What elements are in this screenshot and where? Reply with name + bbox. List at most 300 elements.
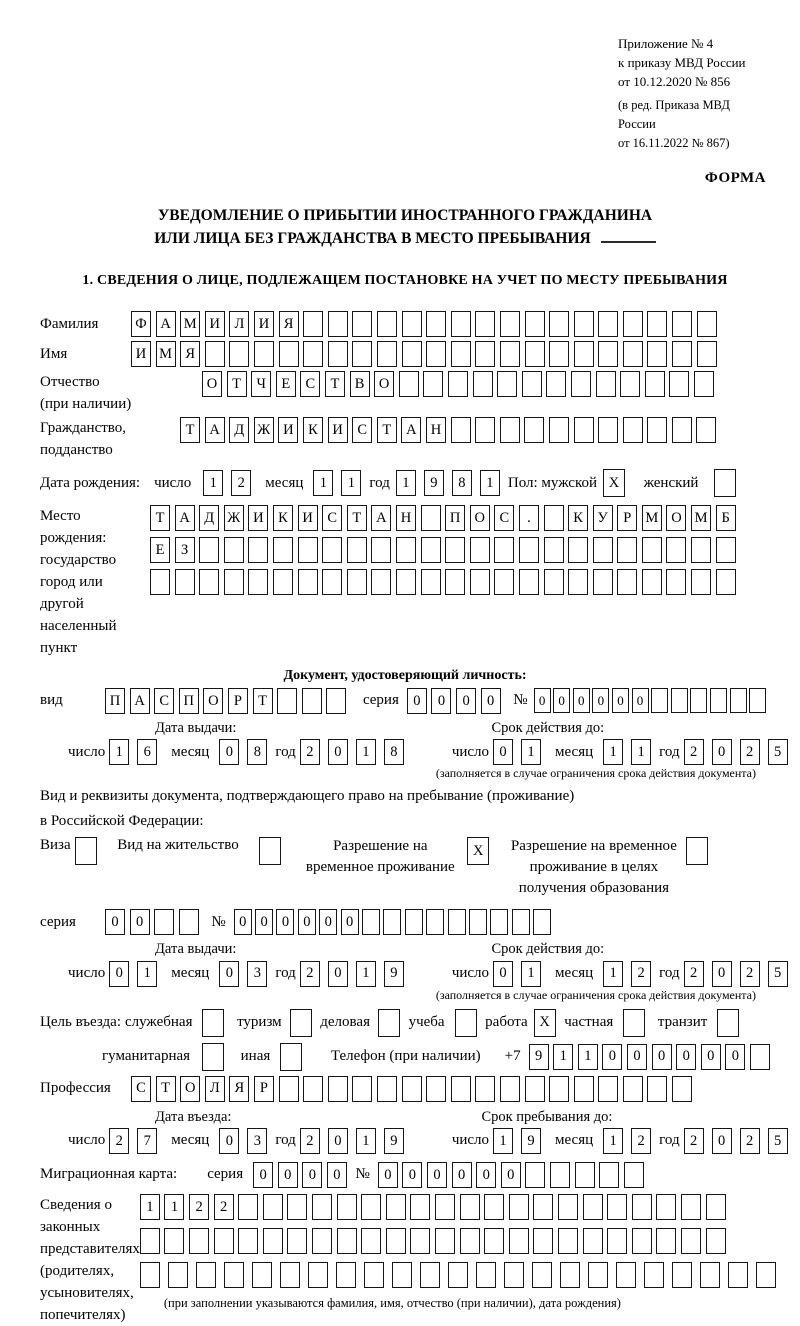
valid-year-input[interactable] [684, 739, 796, 765]
form-cell[interactable]: 5 [768, 1128, 788, 1154]
form-cell[interactable] [302, 688, 322, 714]
form-cell[interactable]: 0 [612, 688, 629, 713]
form-cell[interactable]: 2 [300, 1128, 320, 1154]
form-cell[interactable]: Т [347, 505, 367, 531]
form-cell[interactable] [259, 837, 281, 865]
form-cell[interactable]: 0 [407, 688, 427, 714]
form-cell[interactable] [189, 1228, 209, 1254]
form-cell[interactable] [575, 1162, 595, 1188]
migration-series-input[interactable] [253, 1162, 351, 1188]
form-cell[interactable]: Л [205, 1076, 225, 1102]
form-cell[interactable] [598, 417, 618, 443]
form-cell[interactable] [532, 1262, 552, 1288]
birthplace-row1-input[interactable] [150, 505, 740, 531]
form-cell[interactable] [686, 837, 708, 865]
form-cell[interactable] [549, 311, 569, 337]
form-cell[interactable] [377, 341, 397, 367]
form-cell[interactable] [386, 1194, 406, 1220]
form-cell[interactable] [402, 341, 422, 367]
form-cell[interactable]: 1 [578, 1044, 598, 1070]
form-cell[interactable]: Я [229, 1076, 249, 1102]
form-cell[interactable] [617, 569, 637, 595]
form-cell[interactable]: 0 [456, 688, 476, 714]
form-cell[interactable] [671, 688, 688, 713]
form-cell[interactable] [392, 1262, 412, 1288]
form-cell[interactable] [175, 569, 195, 595]
form-cell[interactable]: 1 [356, 739, 376, 765]
form-cell[interactable] [512, 909, 530, 935]
form-cell[interactable]: 0 [341, 909, 359, 935]
birthplace-row2-input[interactable] [150, 537, 740, 563]
form-cell[interactable]: X [467, 837, 489, 865]
form-cell[interactable] [140, 1262, 160, 1288]
form-cell[interactable] [549, 341, 569, 367]
form-cell[interactable]: Р [254, 1076, 274, 1102]
form-cell[interactable] [691, 537, 711, 563]
form-cell[interactable] [550, 1162, 570, 1188]
form-cell[interactable]: 0 [481, 688, 501, 714]
form-cell[interactable] [326, 688, 346, 714]
form-cell[interactable]: 1 [553, 1044, 573, 1070]
form-cell[interactable]: С [154, 688, 174, 714]
form-cell[interactable] [202, 1009, 224, 1037]
form-cell[interactable] [229, 341, 249, 367]
form-cell[interactable]: 0 [553, 688, 570, 713]
form-cell[interactable]: 0 [109, 961, 129, 987]
form-cell[interactable]: Ч [251, 371, 271, 397]
form-cell[interactable]: 0 [328, 1128, 348, 1154]
form-cell[interactable] [525, 341, 545, 367]
form-cell[interactable] [377, 311, 397, 337]
form-cell[interactable]: 7 [137, 1128, 157, 1154]
form-cell[interactable] [730, 688, 747, 713]
form-cell[interactable] [624, 1162, 644, 1188]
form-cell[interactable] [303, 1076, 323, 1102]
form-cell[interactable]: 1 [356, 961, 376, 987]
form-cell[interactable]: 2 [300, 961, 320, 987]
form-cell[interactable] [336, 1262, 356, 1288]
form-cell[interactable] [312, 1228, 332, 1254]
form-cell[interactable] [717, 1009, 739, 1037]
form-cell[interactable]: У [593, 505, 613, 531]
form-cell[interactable] [352, 341, 372, 367]
form-cell[interactable] [405, 909, 423, 935]
form-cell[interactable]: А [130, 688, 150, 714]
form-cell[interactable] [500, 311, 520, 337]
form-cell[interactable] [672, 341, 692, 367]
form-cell[interactable]: 0 [402, 1162, 422, 1188]
form-cell[interactable]: Т [325, 371, 345, 397]
form-cell[interactable]: 0 [278, 1162, 298, 1188]
form-cell[interactable] [560, 1262, 580, 1288]
form-cell[interactable]: 0 [501, 1162, 521, 1188]
form-cell[interactable] [421, 537, 441, 563]
purpose-work-checkbox[interactable] [534, 1009, 561, 1037]
form-cell[interactable]: X [603, 469, 625, 497]
form-cell[interactable]: А [205, 417, 225, 443]
document-series-input[interactable] [407, 688, 505, 714]
form-cell[interactable] [599, 1162, 619, 1188]
form-cell[interactable] [697, 341, 717, 367]
form-cell[interactable] [352, 1076, 372, 1102]
document-type-input[interactable] [105, 688, 351, 714]
form-cell[interactable] [445, 569, 465, 595]
form-cell[interactable] [691, 569, 711, 595]
form-cell[interactable] [525, 1162, 545, 1188]
form-cell[interactable] [287, 1194, 307, 1220]
form-cell[interactable]: С [131, 1076, 151, 1102]
form-cell[interactable]: 0 [725, 1044, 745, 1070]
form-cell[interactable] [273, 537, 293, 563]
birth-day-input[interactable] [203, 470, 259, 496]
form-cell[interactable] [371, 537, 391, 563]
form-cell[interactable]: 0 [632, 688, 649, 713]
form-cell[interactable] [435, 1194, 455, 1220]
form-cell[interactable]: 0 [328, 739, 348, 765]
form-cell[interactable] [460, 1228, 480, 1254]
form-cell[interactable] [623, 311, 643, 337]
form-cell[interactable]: 2 [684, 739, 704, 765]
form-cell[interactable]: 0 [255, 909, 273, 935]
form-cell[interactable]: П [179, 688, 199, 714]
form-cell[interactable]: С [300, 371, 320, 397]
form-cell[interactable] [645, 371, 665, 397]
form-cell[interactable] [716, 569, 736, 595]
form-cell[interactable]: 1 [521, 739, 541, 765]
form-cell[interactable] [383, 909, 401, 935]
form-cell[interactable] [451, 311, 471, 337]
form-cell[interactable] [690, 688, 707, 713]
form-cell[interactable] [473, 371, 493, 397]
form-cell[interactable]: 2 [631, 1128, 651, 1154]
form-cell[interactable]: 8 [452, 470, 472, 496]
form-cell[interactable] [490, 909, 508, 935]
residence-issue-month-input[interactable] [219, 961, 275, 987]
form-cell[interactable]: Т [377, 417, 397, 443]
form-cell[interactable]: 9 [521, 1128, 541, 1154]
form-cell[interactable]: 0 [431, 688, 451, 714]
form-cell[interactable] [423, 371, 443, 397]
form-cell[interactable]: 9 [529, 1044, 549, 1070]
purpose-study-checkbox[interactable] [455, 1009, 482, 1037]
form-cell[interactable]: X [534, 1009, 556, 1037]
form-cell[interactable] [303, 341, 323, 367]
form-cell[interactable] [196, 1262, 216, 1288]
residence-number-input[interactable] [234, 909, 555, 935]
form-cell[interactable]: 1 [396, 470, 416, 496]
purpose-tourism-checkbox[interactable] [290, 1009, 317, 1037]
form-cell[interactable] [421, 569, 441, 595]
form-cell[interactable]: 8 [384, 739, 404, 765]
form-cell[interactable] [524, 417, 544, 443]
form-cell[interactable] [238, 1228, 258, 1254]
form-cell[interactable] [525, 311, 545, 337]
form-cell[interactable]: 0 [592, 688, 609, 713]
form-cell[interactable] [647, 417, 667, 443]
form-cell[interactable] [583, 1228, 603, 1254]
form-cell[interactable]: И [254, 311, 274, 337]
form-cell[interactable] [279, 341, 299, 367]
form-cell[interactable] [598, 341, 618, 367]
form-cell[interactable] [445, 537, 465, 563]
entry-day-input[interactable] [109, 1128, 165, 1154]
form-cell[interactable] [484, 1228, 504, 1254]
form-cell[interactable]: 0 [378, 1162, 398, 1188]
form-cell[interactable]: Т [253, 688, 273, 714]
form-cell[interactable] [525, 1076, 545, 1102]
form-cell[interactable] [347, 569, 367, 595]
form-cell[interactable]: А [371, 505, 391, 531]
form-cell[interactable] [672, 1076, 692, 1102]
form-cell[interactable] [448, 1262, 468, 1288]
form-cell[interactable] [681, 1194, 701, 1220]
form-cell[interactable]: Т [150, 505, 170, 531]
form-cell[interactable]: 0 [253, 1162, 273, 1188]
form-cell[interactable] [617, 537, 637, 563]
form-cell[interactable] [386, 1228, 406, 1254]
form-cell[interactable] [623, 1009, 645, 1037]
form-cell[interactable] [426, 311, 446, 337]
form-cell[interactable]: 0 [219, 961, 239, 987]
form-cell[interactable] [322, 537, 342, 563]
form-cell[interactable]: Е [276, 371, 296, 397]
form-cell[interactable] [312, 1194, 332, 1220]
form-cell[interactable] [280, 1043, 302, 1071]
form-cell[interactable] [361, 1194, 381, 1220]
form-cell[interactable] [519, 537, 539, 563]
form-cell[interactable]: О [470, 505, 490, 531]
form-cell[interactable] [598, 1076, 618, 1102]
form-cell[interactable]: 0 [327, 1162, 347, 1188]
patronymic-input[interactable] [202, 371, 718, 397]
form-cell[interactable] [607, 1194, 627, 1220]
form-cell[interactable] [546, 371, 566, 397]
representatives-row3-input[interactable] [140, 1262, 784, 1288]
form-cell[interactable] [273, 569, 293, 595]
form-cell[interactable] [549, 417, 569, 443]
form-cell[interactable] [497, 371, 517, 397]
form-cell[interactable] [666, 569, 686, 595]
document-number-input[interactable] [534, 688, 769, 713]
form-cell[interactable]: 0 [712, 961, 732, 987]
purpose-other-checkbox[interactable] [280, 1043, 307, 1071]
form-cell[interactable] [533, 1194, 553, 1220]
form-cell[interactable] [714, 469, 736, 497]
form-cell[interactable] [451, 341, 471, 367]
form-cell[interactable] [426, 1076, 446, 1102]
form-cell[interactable]: О [180, 1076, 200, 1102]
form-cell[interactable] [179, 909, 199, 935]
form-cell[interactable] [644, 1262, 664, 1288]
form-cell[interactable] [642, 537, 662, 563]
form-cell[interactable] [620, 371, 640, 397]
form-cell[interactable]: 0 [493, 739, 513, 765]
form-cell[interactable]: 0 [452, 1162, 472, 1188]
form-cell[interactable] [583, 1194, 603, 1220]
form-cell[interactable]: Л [229, 311, 249, 337]
form-cell[interactable]: 0 [602, 1044, 622, 1070]
residence-valid-year-input[interactable] [684, 961, 796, 987]
form-cell[interactable] [623, 341, 643, 367]
form-cell[interactable]: 1 [603, 739, 623, 765]
migration-number-input[interactable] [378, 1162, 649, 1188]
form-cell[interactable]: П [105, 688, 125, 714]
form-cell[interactable] [672, 311, 692, 337]
form-cell[interactable]: 5 [768, 739, 788, 765]
form-cell[interactable]: Ж [224, 505, 244, 531]
form-cell[interactable]: 1 [313, 470, 333, 496]
form-cell[interactable]: А [175, 505, 195, 531]
form-cell[interactable] [656, 1228, 676, 1254]
form-cell[interactable]: Е [150, 537, 170, 563]
form-cell[interactable] [202, 1043, 224, 1071]
form-cell[interactable] [623, 1076, 643, 1102]
form-cell[interactable] [337, 1194, 357, 1220]
issue-month-input[interactable] [219, 739, 275, 765]
form-cell[interactable] [154, 909, 174, 935]
form-cell[interactable] [277, 688, 297, 714]
form-cell[interactable]: . [519, 505, 539, 531]
form-cell[interactable] [616, 1262, 636, 1288]
form-cell[interactable]: 2 [231, 470, 251, 496]
form-cell[interactable]: Ж [254, 417, 274, 443]
form-cell[interactable] [248, 569, 268, 595]
form-cell[interactable] [494, 537, 514, 563]
form-cell[interactable]: 3 [247, 1128, 267, 1154]
form-cell[interactable] [696, 417, 716, 443]
form-cell[interactable] [303, 311, 323, 337]
representatives-row2-input[interactable] [140, 1228, 784, 1254]
form-cell[interactable]: 2 [214, 1194, 234, 1220]
form-cell[interactable] [396, 569, 416, 595]
firstname-input[interactable] [131, 341, 721, 367]
form-cell[interactable]: К [303, 417, 323, 443]
form-cell[interactable] [290, 1009, 312, 1037]
form-cell[interactable]: 1 [203, 470, 223, 496]
form-cell[interactable]: Т [227, 371, 247, 397]
form-cell[interactable]: И [278, 417, 298, 443]
form-cell[interactable]: 2 [631, 961, 651, 987]
valid-day-input[interactable] [493, 739, 549, 765]
form-cell[interactable]: 1 [356, 1128, 376, 1154]
form-cell[interactable]: 0 [219, 1128, 239, 1154]
form-cell[interactable]: Р [228, 688, 248, 714]
form-cell[interactable] [224, 537, 244, 563]
form-cell[interactable] [347, 537, 367, 563]
form-cell[interactable] [647, 1076, 667, 1102]
form-cell[interactable] [298, 569, 318, 595]
form-cell[interactable] [337, 1228, 357, 1254]
form-cell[interactable]: 0 [219, 739, 239, 765]
form-cell[interactable] [410, 1228, 430, 1254]
form-cell[interactable] [544, 505, 564, 531]
form-cell[interactable] [451, 417, 471, 443]
form-cell[interactable] [549, 1076, 569, 1102]
form-cell[interactable] [544, 537, 564, 563]
form-cell[interactable] [574, 1076, 594, 1102]
form-cell[interactable] [593, 569, 613, 595]
sex-female-checkbox[interactable] [714, 469, 741, 497]
form-cell[interactable] [75, 837, 97, 865]
form-cell[interactable]: Т [180, 417, 200, 443]
issue-day-input[interactable] [109, 739, 165, 765]
form-cell[interactable] [558, 1228, 578, 1254]
surname-input[interactable] [131, 311, 721, 337]
form-cell[interactable]: 0 [627, 1044, 647, 1070]
form-cell[interactable] [140, 1228, 160, 1254]
form-cell[interactable] [669, 371, 689, 397]
entry-year-input[interactable] [300, 1128, 412, 1154]
form-cell[interactable] [399, 371, 419, 397]
form-cell[interactable] [469, 909, 487, 935]
form-cell[interactable]: 0 [476, 1162, 496, 1188]
citizenship-input[interactable] [180, 417, 721, 443]
form-cell[interactable] [568, 537, 588, 563]
form-cell[interactable] [500, 341, 520, 367]
residence-valid-month-input[interactable] [603, 961, 659, 987]
form-cell[interactable] [352, 311, 372, 337]
form-cell[interactable]: 0 [298, 909, 316, 935]
form-cell[interactable] [697, 311, 717, 337]
form-cell[interactable]: 1 [480, 470, 500, 496]
residence-permit-checkbox[interactable] [259, 837, 286, 865]
form-cell[interactable] [522, 371, 542, 397]
form-cell[interactable] [596, 371, 616, 397]
form-cell[interactable]: 8 [247, 739, 267, 765]
temp-residence-edu-checkbox[interactable] [686, 837, 713, 865]
form-cell[interactable]: И [298, 505, 318, 531]
form-cell[interactable]: 0 [105, 909, 125, 935]
form-cell[interactable] [571, 371, 591, 397]
form-cell[interactable] [205, 341, 225, 367]
form-cell[interactable] [475, 1076, 495, 1102]
form-cell[interactable]: 0 [701, 1044, 721, 1070]
form-cell[interactable] [509, 1228, 529, 1254]
form-cell[interactable] [328, 311, 348, 337]
purpose-official-checkbox[interactable] [202, 1009, 229, 1037]
form-cell[interactable] [475, 417, 495, 443]
form-cell[interactable] [558, 1194, 578, 1220]
form-cell[interactable] [426, 909, 444, 935]
form-cell[interactable]: А [156, 311, 176, 337]
form-cell[interactable]: 1 [164, 1194, 184, 1220]
form-cell[interactable]: С [322, 505, 342, 531]
form-cell[interactable] [475, 311, 495, 337]
form-cell[interactable]: Н [426, 417, 446, 443]
form-cell[interactable] [694, 371, 714, 397]
representatives-row1-input[interactable] [140, 1194, 784, 1220]
form-cell[interactable]: А [401, 417, 421, 443]
form-cell[interactable]: 1 [140, 1194, 160, 1220]
form-cell[interactable] [598, 311, 618, 337]
form-cell[interactable]: 9 [424, 470, 444, 496]
form-cell[interactable] [254, 341, 274, 367]
form-cell[interactable] [298, 537, 318, 563]
form-cell[interactable] [642, 569, 662, 595]
form-cell[interactable]: М [691, 505, 711, 531]
form-cell[interactable]: 2 [189, 1194, 209, 1220]
form-cell[interactable] [238, 1194, 258, 1220]
form-cell[interactable]: 2 [740, 739, 760, 765]
form-cell[interactable] [574, 417, 594, 443]
form-cell[interactable]: 6 [137, 739, 157, 765]
form-cell[interactable] [623, 417, 643, 443]
form-cell[interactable] [500, 1076, 520, 1102]
form-cell[interactable] [710, 688, 727, 713]
form-cell[interactable]: О [203, 688, 223, 714]
form-cell[interactable]: 9 [384, 1128, 404, 1154]
form-cell[interactable] [362, 909, 380, 935]
